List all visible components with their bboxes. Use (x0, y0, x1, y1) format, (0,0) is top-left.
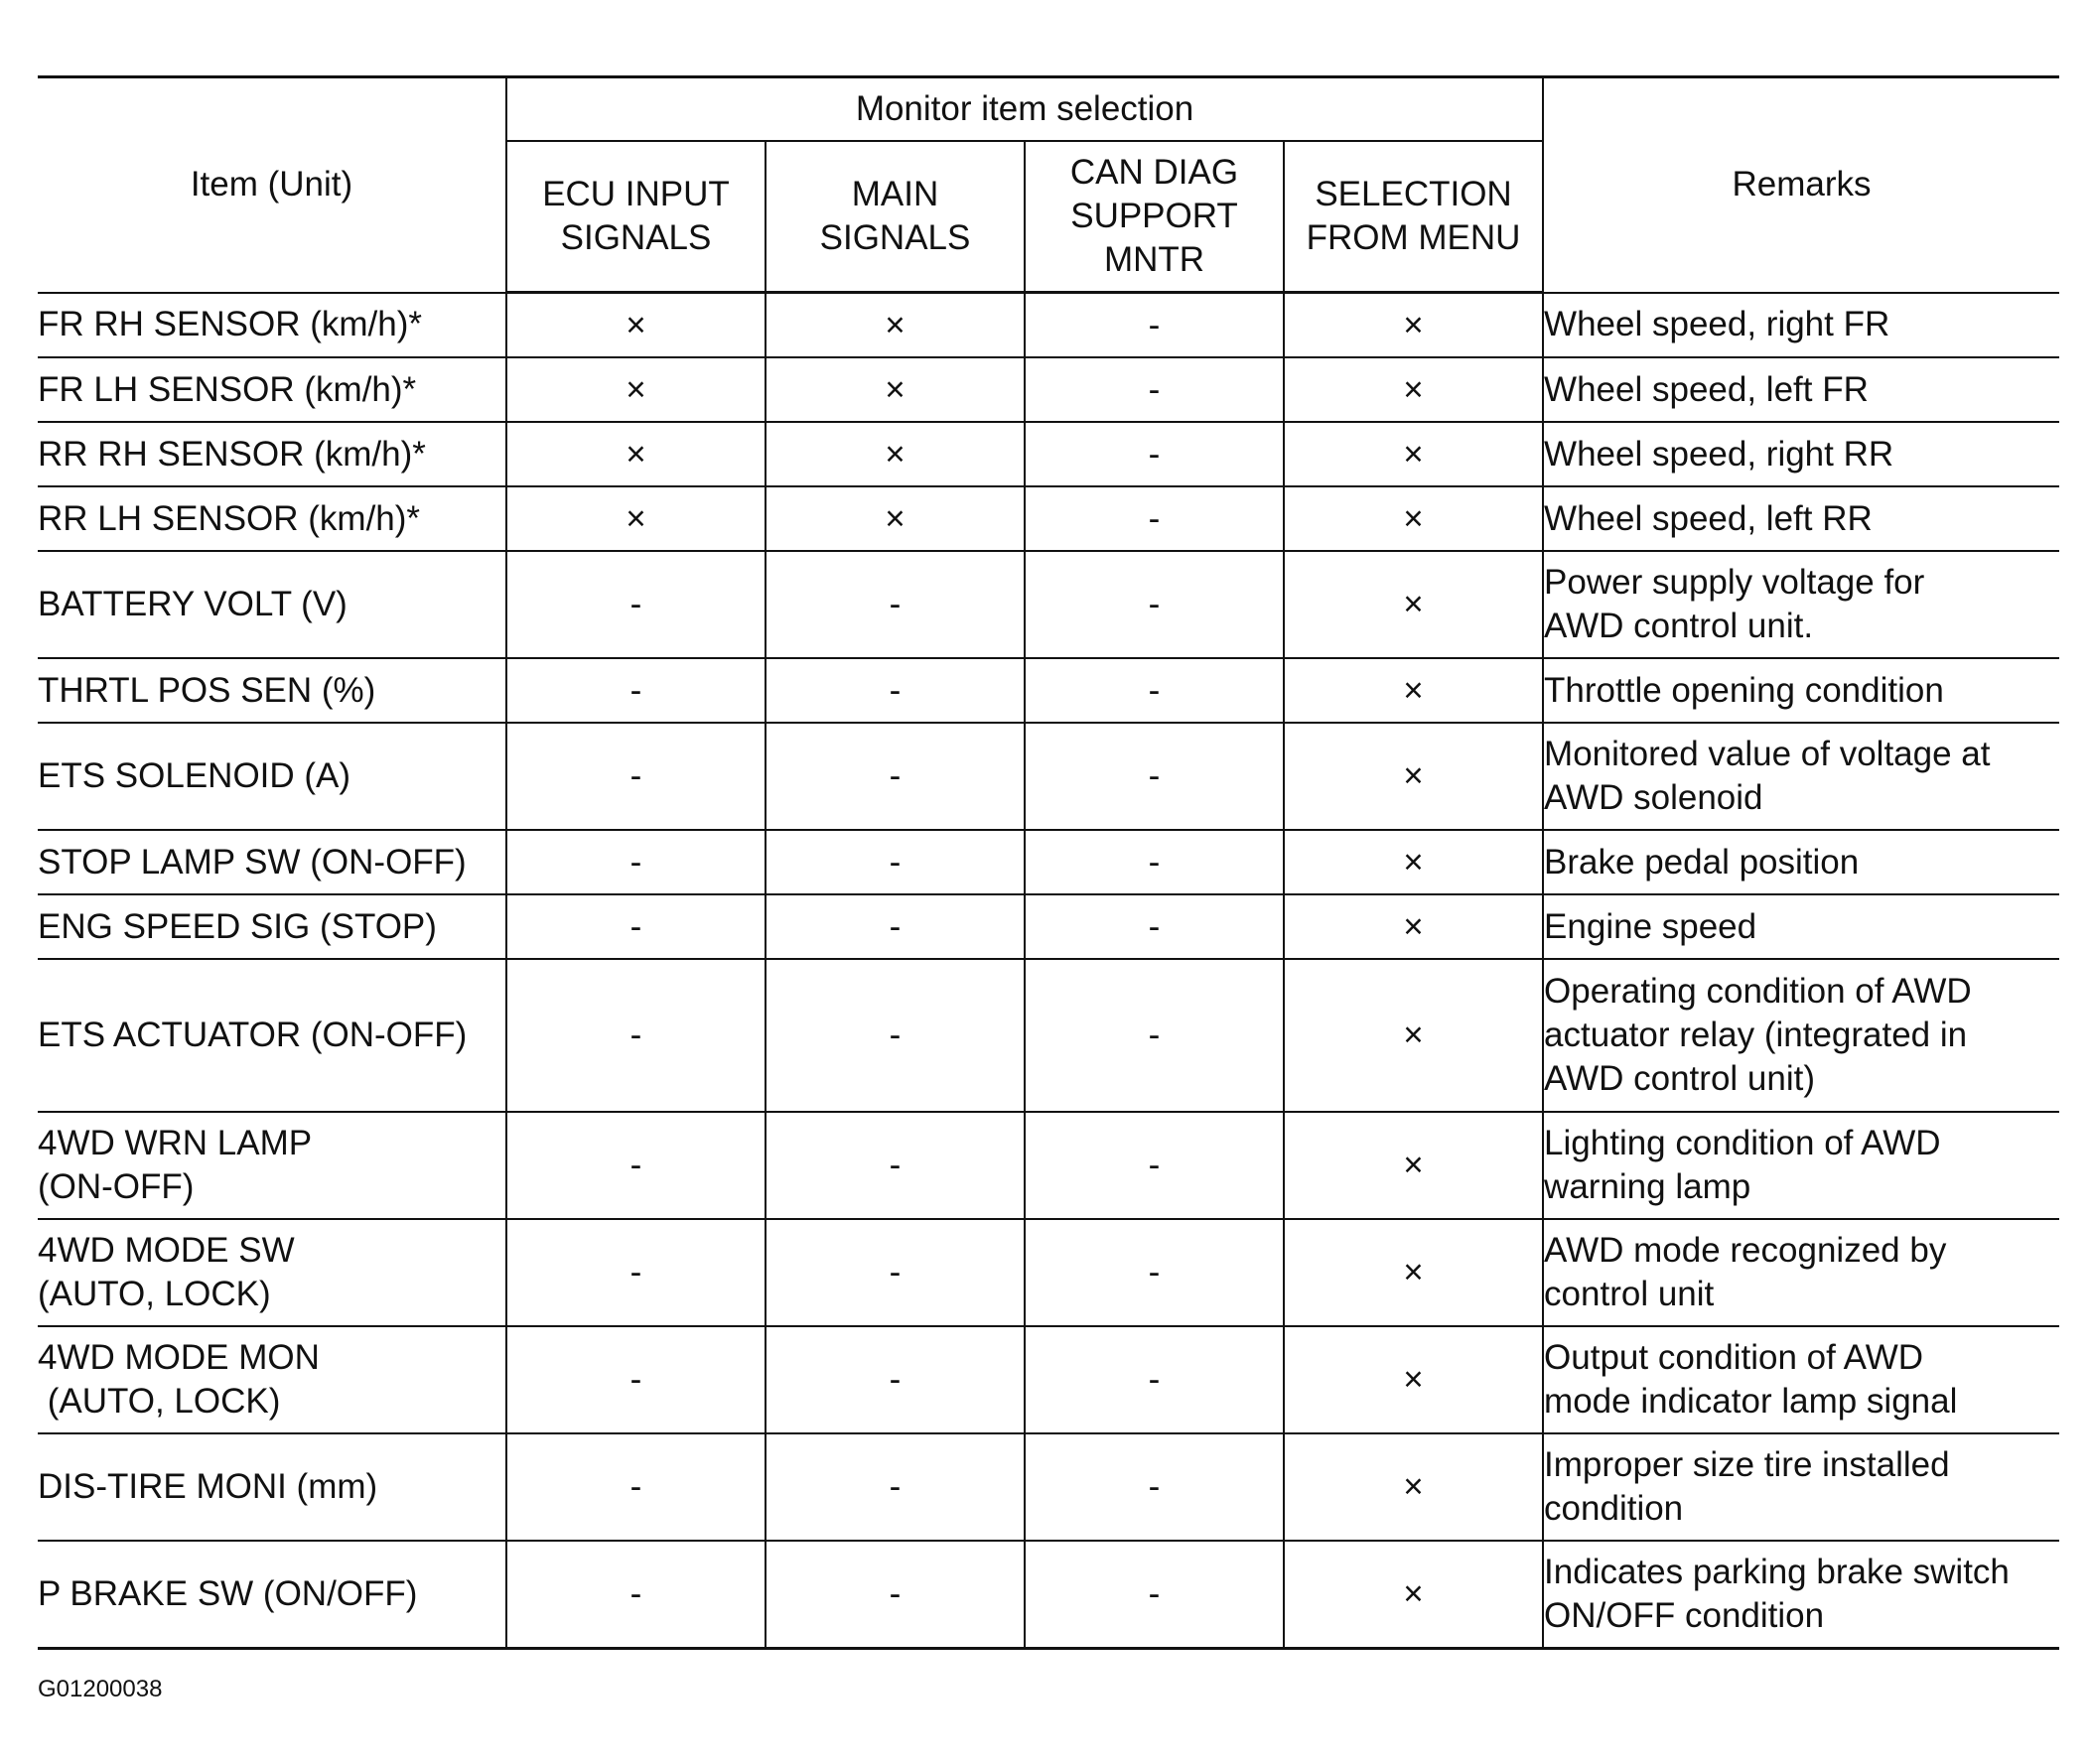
remarks-cell (1543, 422, 2059, 486)
mark-cell-main-signals: - (766, 1433, 1025, 1541)
mark-cell-main-signals: × (766, 357, 1025, 422)
mark-cell-selection-from-menu: × (1284, 486, 1543, 551)
monitor-item-table (38, 75, 2059, 1650)
text-line: ETS ACTUATOR (ON-OFF) (38, 1016, 468, 1054)
item-cell (38, 959, 506, 1112)
item-cell (38, 1219, 506, 1326)
remarks-cell (1543, 1326, 2059, 1433)
text-line: FROM MENU (1306, 218, 1521, 257)
mark-cell-main-signals: × (766, 422, 1025, 486)
mark-cell-ecu-input-signals: - (506, 894, 766, 959)
header-can-diag-support-mntr (1025, 141, 1284, 293)
mark-cell-selection-from-menu: × (1284, 1326, 1543, 1433)
text-line: 4WD MODE MON (38, 1338, 320, 1377)
mark-cell-ecu-input-signals: - (506, 1219, 766, 1326)
remarks-cell (1543, 1219, 2059, 1326)
text-line: Operating condition of AWD (1544, 972, 1972, 1011)
mark-cell-can-diag-support-mntr: - (1025, 1433, 1284, 1541)
text-line: Throttle opening condition (1544, 670, 1944, 710)
mark-cell-selection-from-menu: × (1284, 1112, 1543, 1219)
text-line: P BRAKE SW (ON/OFF) (38, 1574, 418, 1613)
mark-cell-main-signals: × (766, 486, 1025, 551)
header-ecu-input-signals (506, 141, 766, 293)
text-line: warning lamp (1544, 1167, 1751, 1206)
text-line: Lighting condition of AWD (1544, 1124, 1941, 1162)
mark-cell-can-diag-support-mntr: - (1025, 1219, 1284, 1326)
mark-cell-can-diag-support-mntr: - (1025, 1326, 1284, 1433)
mark-cell-ecu-input-signals: × (506, 293, 766, 358)
mark-cell-main-signals: - (766, 1219, 1025, 1326)
table-row (38, 1541, 2059, 1649)
text-line: SELECTION (1315, 175, 1512, 213)
table-row (38, 357, 2059, 422)
mark-cell-main-signals: - (766, 723, 1025, 830)
item-cell (38, 830, 506, 894)
mark-cell-can-diag-support-mntr: - (1025, 293, 1284, 358)
mark-cell-main-signals: - (766, 830, 1025, 894)
mark-cell-can-diag-support-mntr: - (1025, 894, 1284, 959)
text-line: (AUTO, LOCK) (38, 1275, 271, 1313)
text-line: ECU INPUT (542, 175, 730, 213)
mark-cell-selection-from-menu: × (1284, 1433, 1543, 1541)
text-line: 4WD WRN LAMP (38, 1124, 313, 1162)
mark-cell-main-signals: - (766, 658, 1025, 723)
item-cell (38, 1541, 506, 1649)
mark-cell-selection-from-menu: × (1284, 959, 1543, 1112)
header-main-signals (766, 141, 1025, 293)
text-line: ENG SPEED SIG (STOP) (38, 906, 437, 946)
text-line: mode indicator lamp signal (1544, 1382, 1958, 1421)
remarks-cell (1543, 1112, 2059, 1219)
mark-cell-can-diag-support-mntr: - (1025, 830, 1284, 894)
table-row (38, 723, 2059, 830)
text-line: Improper size tire installed (1544, 1445, 1950, 1484)
text-line: STOP LAMP SW (ON-OFF) (38, 842, 467, 882)
table-row (38, 1433, 2059, 1541)
text-line: SIGNALS (560, 218, 712, 257)
item-cell (38, 486, 506, 551)
mark-cell-can-diag-support-mntr: - (1025, 1541, 1284, 1649)
text-line: actuator relay (integrated in (1544, 1016, 1968, 1054)
mark-cell-ecu-input-signals: - (506, 1112, 766, 1219)
text-line: DIS-TIRE MONI (mm) (38, 1467, 378, 1506)
mark-cell-ecu-input-signals: - (506, 658, 766, 723)
mark-cell-ecu-input-signals: × (506, 486, 766, 551)
text-line: AWD control unit) (1544, 1059, 1815, 1098)
item-cell (38, 357, 506, 422)
text-line: SUPPORT (1070, 197, 1238, 235)
text-line: RR RH SENSOR (km/h)* (38, 434, 426, 474)
item-cell (38, 658, 506, 723)
table-row (38, 293, 2059, 358)
remarks-cell (1543, 658, 2059, 723)
mark-cell-ecu-input-signals: - (506, 959, 766, 1112)
text-line: MNTR (1103, 240, 1205, 279)
text-line: Wheel speed, left FR (1544, 369, 1869, 409)
text-line: Wheel speed, right RR (1544, 434, 1894, 474)
table-row (38, 486, 2059, 551)
mark-cell-can-diag-support-mntr: - (1025, 357, 1284, 422)
item-cell (38, 723, 506, 830)
mark-cell-selection-from-menu: × (1284, 1219, 1543, 1326)
header-remarks: Remarks (1543, 77, 2059, 293)
text-line: AWD solenoid (1544, 778, 1763, 817)
remarks-cell (1543, 357, 2059, 422)
text-line: AWD control unit. (1544, 607, 1814, 645)
text-line: condition (1544, 1489, 1684, 1528)
table-row (38, 658, 2059, 723)
mark-cell-can-diag-support-mntr: - (1025, 1112, 1284, 1219)
mark-cell-can-diag-support-mntr: - (1025, 486, 1284, 551)
text-line: MAIN (851, 175, 939, 213)
remarks-cell (1543, 1433, 2059, 1541)
mark-cell-ecu-input-signals: × (506, 357, 766, 422)
remarks-cell (1543, 1541, 2059, 1649)
mark-cell-selection-from-menu: × (1284, 293, 1543, 358)
mark-cell-main-signals: - (766, 959, 1025, 1112)
text-line: Engine speed (1544, 906, 1757, 946)
mark-cell-selection-from-menu: × (1284, 357, 1543, 422)
text-line: FR LH SENSOR (km/h)* (38, 369, 417, 409)
mark-cell-main-signals: - (766, 1541, 1025, 1649)
mark-cell-selection-from-menu: × (1284, 830, 1543, 894)
remarks-cell (1543, 551, 2059, 658)
table-row (38, 1219, 2059, 1326)
mark-cell-main-signals: - (766, 551, 1025, 658)
table-row (38, 422, 2059, 486)
item-cell (38, 894, 506, 959)
mark-cell-ecu-input-signals: - (506, 551, 766, 658)
text-line: THRTL POS SEN (%) (38, 670, 376, 710)
remarks-cell (1543, 293, 2059, 358)
mark-cell-selection-from-menu: × (1284, 422, 1543, 486)
text-line: BATTERY VOLT (V) (38, 585, 348, 623)
mark-cell-can-diag-support-mntr: - (1025, 723, 1284, 830)
item-cell (38, 551, 506, 658)
text-line: Wheel speed, right FR (1544, 305, 1890, 344)
text-line: (ON-OFF) (38, 1167, 195, 1206)
mark-cell-ecu-input-signals: × (506, 422, 766, 486)
text-line: Indicates parking brake switch (1544, 1553, 2010, 1591)
mark-cell-ecu-input-signals: - (506, 1541, 766, 1649)
remarks-cell (1543, 959, 2059, 1112)
table-row (38, 830, 2059, 894)
header-item-unit: Item (Unit) (38, 77, 506, 293)
text-line: AWD mode recognized by (1544, 1231, 1947, 1270)
remarks-cell (1543, 894, 2059, 959)
figure-code: G01200038 (38, 1676, 163, 1702)
text-line: Wheel speed, left RR (1544, 498, 1873, 538)
header-selection-from-menu (1284, 141, 1543, 293)
mark-cell-ecu-input-signals: - (506, 723, 766, 830)
mark-cell-can-diag-support-mntr: - (1025, 551, 1284, 658)
mark-cell-main-signals: - (766, 1326, 1025, 1433)
item-cell (38, 293, 506, 358)
text-line: Power supply voltage for (1544, 563, 1925, 602)
text-line: (AUTO, LOCK) (38, 1382, 281, 1421)
mark-cell-selection-from-menu: × (1284, 1541, 1543, 1649)
mark-cell-selection-from-menu: × (1284, 551, 1543, 658)
mark-cell-main-signals: × (766, 293, 1025, 358)
text-line: ON/OFF condition (1544, 1596, 1825, 1635)
text-line: Brake pedal position (1544, 842, 1860, 882)
text-line: Output condition of AWD (1544, 1338, 1924, 1377)
mark-cell-selection-from-menu: × (1284, 894, 1543, 959)
text-line: SIGNALS (819, 218, 971, 257)
mark-cell-can-diag-support-mntr: - (1025, 422, 1284, 486)
table-row (38, 1112, 2059, 1219)
remarks-cell (1543, 486, 2059, 551)
table-row (38, 551, 2059, 658)
text-line: FR RH SENSOR (km/h)* (38, 305, 422, 344)
mark-cell-can-diag-support-mntr: - (1025, 658, 1284, 723)
text-line: RR LH SENSOR (km/h)* (38, 498, 421, 538)
mark-cell-ecu-input-signals: - (506, 830, 766, 894)
text-line: CAN DIAG (1069, 153, 1239, 192)
table-row (38, 1326, 2059, 1433)
mark-cell-main-signals: - (766, 894, 1025, 959)
item-cell (38, 422, 506, 486)
text-line: 4WD MODE SW (38, 1231, 295, 1270)
item-cell (38, 1112, 506, 1219)
item-cell (38, 1326, 506, 1433)
mark-cell-can-diag-support-mntr: - (1025, 959, 1284, 1112)
table-row (38, 894, 2059, 959)
item-cell (38, 1433, 506, 1541)
mark-cell-ecu-input-signals: - (506, 1326, 766, 1433)
mark-cell-selection-from-menu: × (1284, 723, 1543, 830)
text-line: control unit (1544, 1275, 1715, 1313)
text-line: ETS SOLENOID (A) (38, 756, 351, 795)
remarks-cell (1543, 830, 2059, 894)
mark-cell-ecu-input-signals: - (506, 1433, 766, 1541)
header-monitor-item-selection: Monitor item selection (506, 77, 1543, 142)
table-row (38, 959, 2059, 1112)
text-line: Monitored value of voltage at (1544, 735, 1991, 773)
mark-cell-main-signals: - (766, 1112, 1025, 1219)
mark-cell-selection-from-menu: × (1284, 658, 1543, 723)
remarks-cell (1543, 723, 2059, 830)
